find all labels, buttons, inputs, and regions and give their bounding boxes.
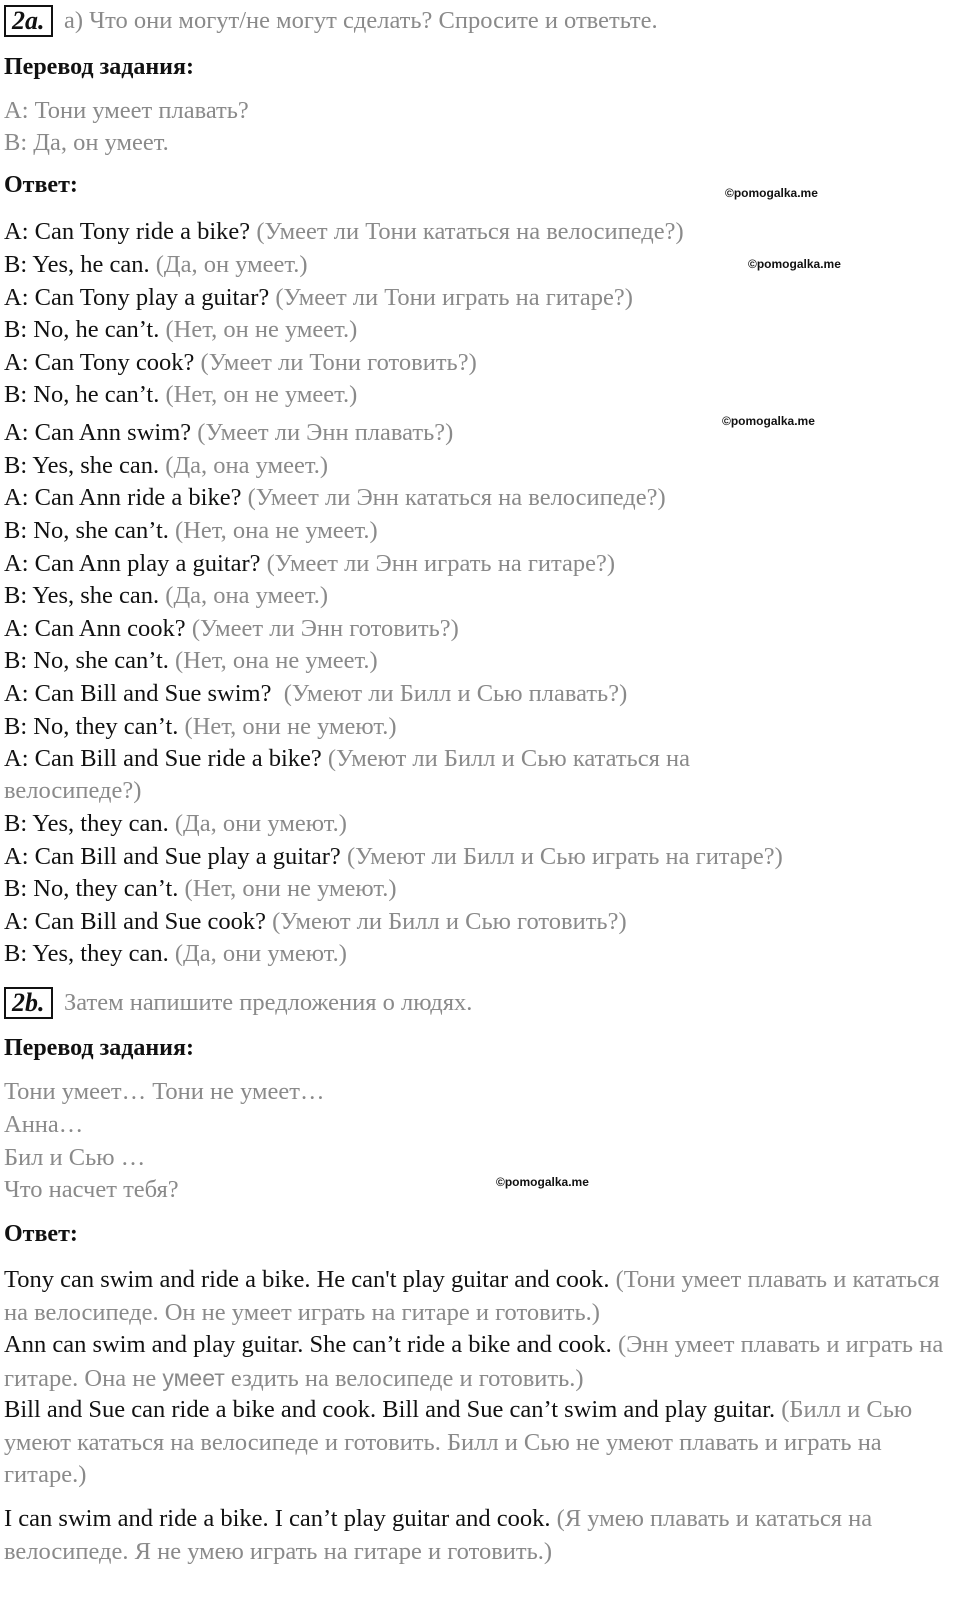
answer-paragraph: Ann can swim and play guitar. She can’t ride a bike and cook. (Энн умеет плавать и играть на гитаре. Она не умеет ездить на велосипеде и готовить.): [4, 1331, 944, 1392]
answer-heading-2a: Ответ:: [4, 172, 78, 198]
dialog-line-continuation: велосипеде?): [4, 777, 142, 804]
dialog-line: B: No, they can’t. (Нет, они не умеют.): [4, 875, 397, 902]
dialog-line: B: No, she can’t. (Нет, она не умеет.): [4, 517, 378, 544]
dialog-line: A: Can Tony cook? (Умеет ли Тони готовить?): [4, 349, 477, 376]
dialog-line: B: No, she can’t. (Нет, она не умеет.): [4, 647, 378, 674]
dialog-line: A: Can Tony play a guitar? (Умеет ли Тони играть на гитаре?): [4, 284, 633, 311]
dialog-line: A: Can Ann play a guitar? (Умеет ли Энн играть на гитаре?): [4, 550, 616, 577]
dialog-line: B: Yes, she can. (Да, она умеет.): [4, 452, 328, 479]
answer-paragraph: I can swim and ride a bike. I can’t play guitar and cook. (Я умею плавать и кататься на велосипеде. Я не умею играть на гитаре и готовить.): [4, 1505, 873, 1565]
translation-line: Что насчет тебя?: [4, 1176, 179, 1203]
dialog-line: B: No, he can’t. (Нет, он не умеет.): [4, 381, 358, 408]
dialog-line: B: No, he can’t. (Нет, он не умеет.): [4, 316, 358, 343]
watermark: ©pomogalka.me: [722, 414, 815, 428]
answer-paragraph: Tony can swim and ride a bike. He can't play guitar and cook. (Тони умеет плавать и кататься на велосипеде. Он не умеет играть на гитаре и готовить.): [4, 1266, 940, 1326]
translation-line: Анна…: [4, 1111, 84, 1138]
translation-line: Тони умеет… Тони не умеет…: [4, 1078, 325, 1105]
translation-line: Бил и Сью …: [4, 1144, 146, 1171]
dialog-line: B: Yes, they can. (Да, они умеют.): [4, 940, 347, 967]
answer-paragraph: Bill and Sue can ride a bike and cook. Bill and Sue can’t swim and play guitar. (Билл и Сью умеют кататься на велосипеде и готовить. Билл и Сью не умеют плавать и играть на гитаре.): [4, 1396, 913, 1488]
exercise-task-2b: Затем напишите предложения о людях.: [64, 989, 473, 1016]
dialog-line: A: Can Ann swim? (Умеет ли Энн плавать?): [4, 419, 454, 446]
dialog-line: A: Can Bill and Sue ride a bike? (Умеют ли Билл и Сью кататься на: [4, 745, 690, 772]
translation-heading-2a: Перевод задания:: [4, 54, 194, 80]
dialog-line: A: Can Tony ride a bike? (Умеет ли Тони кататься на велосипеде?): [4, 218, 684, 245]
watermark: ©pomogalka.me: [496, 1175, 589, 1189]
exercise-badge-2a: 2a.: [4, 5, 53, 37]
translation-line: А: Тони умеет плавать?: [4, 97, 249, 124]
translation-heading-2b: Перевод задания:: [4, 1035, 194, 1061]
dialog-line: B: No, they can’t. (Нет, они не умеют.): [4, 713, 397, 740]
dialog-line: B: Yes, she can. (Да, она умеет.): [4, 582, 328, 609]
dialog-line: A: Can Bill and Sue play a guitar? (Умеют ли Билл и Сью играть на гитаре?): [4, 843, 783, 870]
dialog-line: A: Can Bill and Sue swim? (Умеют ли Билл и Сью плавать?): [4, 680, 628, 707]
dialog-line: A: Can Ann cook? (Умеет ли Энн готовить?): [4, 615, 459, 642]
watermark: ©pomogalka.me: [725, 186, 818, 200]
exercise-task-2a: а) Что они могут/не могут сделать? Спросите и ответьте.: [64, 7, 658, 34]
watermark: ©pomogalka.me: [748, 257, 841, 271]
dialog-line: A: Can Ann ride a bike? (Умеет ли Энн кататься на велосипеде?): [4, 484, 666, 511]
dialog-line: B: Yes, they can. (Да, они умеют.): [4, 810, 347, 837]
answer-heading-2b: Ответ:: [4, 1221, 78, 1247]
dialog-line: B: Yes, he can. (Да, он умеет.): [4, 251, 308, 278]
translation-line: В: Да, он умеет.: [4, 129, 169, 156]
dialog-line: A: Can Bill and Sue cook? (Умеют ли Билл и Сью готовить?): [4, 908, 627, 935]
exercise-badge-2b: 2b.: [4, 987, 53, 1019]
